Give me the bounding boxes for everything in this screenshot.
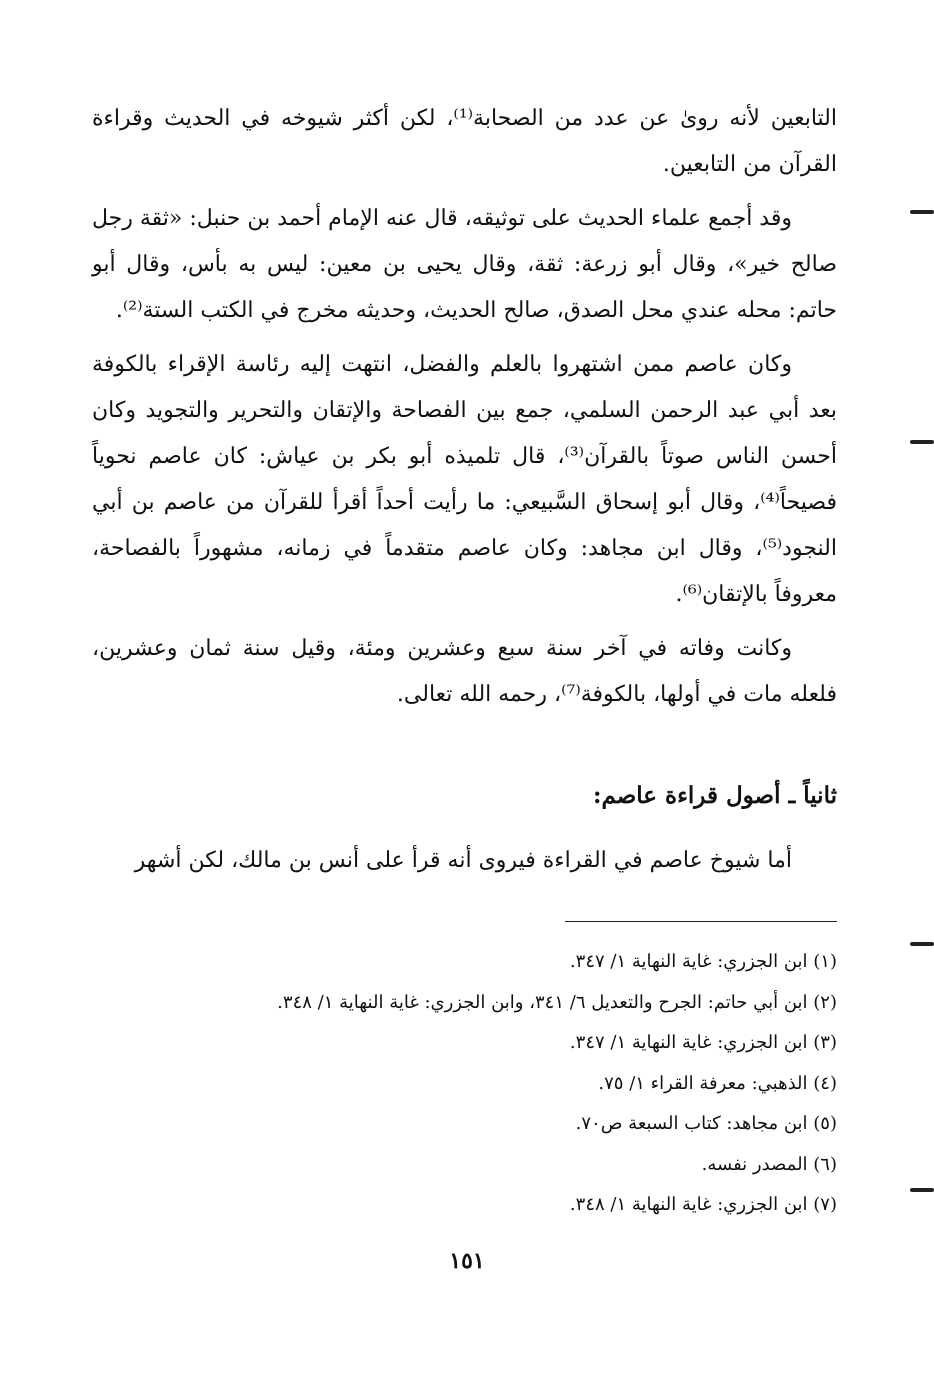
- footnote-7: (٧) ابن الجزري: غاية النهاية ١/ ٣٤٨.: [569, 1194, 837, 1215]
- paragraph-4: وكانت وفاته في آخر سنة سبع وعشرين ومئة، وقيل سنة ثمان وعشرين، فلعله مات في أولها، بالكوفة⁽⁷⁾، رحمه الله تعالى.: [92, 636, 837, 707]
- page-number: ١٥١: [449, 1248, 485, 1274]
- footnote-3: (٣) ابن الجزري: غاية النهاية ١/ ٣٤٧.: [569, 1032, 837, 1053]
- footnote-1: (١) ابن الجزري: غاية النهاية ١/ ٣٤٧.: [569, 951, 837, 972]
- margin-mark: [910, 1188, 934, 1192]
- margin-mark: [910, 210, 934, 214]
- section-heading: ثانياً ـ أصول قراءة عاصم:: [592, 782, 837, 809]
- footnote-5: (٥) ابن مجاهد: كتاب السبعة ص٧٠.: [575, 1113, 837, 1134]
- footnote-2: (٢) ابن أبي حاتم: الجرح والتعديل ٦/ ٣٤١، وابن الجزري: غاية النهاية ١/ ٣٤٨.: [277, 991, 837, 1013]
- margin-mark: [910, 942, 934, 946]
- main-text: [92, 96, 837, 718]
- paragraph-5: أما شيوخ عاصم في القراءة فيروى أنه قرأ على أنس بن مالك، لكن أشهر: [134, 848, 792, 873]
- footnotes-list: [97, 942, 837, 1226]
- footnote-6: (٦) المصدر نفسه.: [701, 1153, 837, 1175]
- margin-mark: [910, 440, 934, 444]
- paragraph-3: وكان عاصم ممن اشتهروا بالعلم والفضل، انتهت إليه رئاسة الإقراء بالكوفة بعد أبي عبد الرحمن السلمي، جمع بين الفصاحة والإتقان والتحرير والتجويد وكان أحسن الناس صوتاً بالقرآن⁽³⁾، قال تلميذه أبو بكر بن عياش: كان عاصم نحوياً فصيحاً⁽⁴⁾، وقال أبو إسحاق السَّبيعي: ما رأيت أحداً أقرأ للقرآن من عاصم بن أبي النجود⁽⁵⁾، وقال ابن مجاهد: وكان عاصم متقدماً في زمانه، مشهوراً بالفصاحة، معروفاً بالإتقان⁽⁶⁾.: [92, 352, 837, 607]
- footnote-4: (٤) الذهبي: معرفة القراء ١/ ٧٥.: [598, 1072, 837, 1094]
- footnote-separator: [565, 921, 837, 922]
- paragraph-2: وقد أجمع علماء الحديث على توثيقه، قال عنه الإمام أحمد بن حنبل: «ثقة رجل صالح خير»، وقال أبو زرعة: ثقة، وقال يحيى بن معين: ليس به بأس، وقال أبو حاتم: محله عندي محل الصدق، صالح الحديث، وحديثه مخرج في الكتب الستة⁽²⁾.: [92, 206, 838, 323]
- paragraph-1: التابعين لأنه روىٰ عن عدد من الصحابة⁽¹⁾، لكن أكثر شيوخه في الحديث وقراءة القرآن من التابعين.: [92, 106, 837, 177]
